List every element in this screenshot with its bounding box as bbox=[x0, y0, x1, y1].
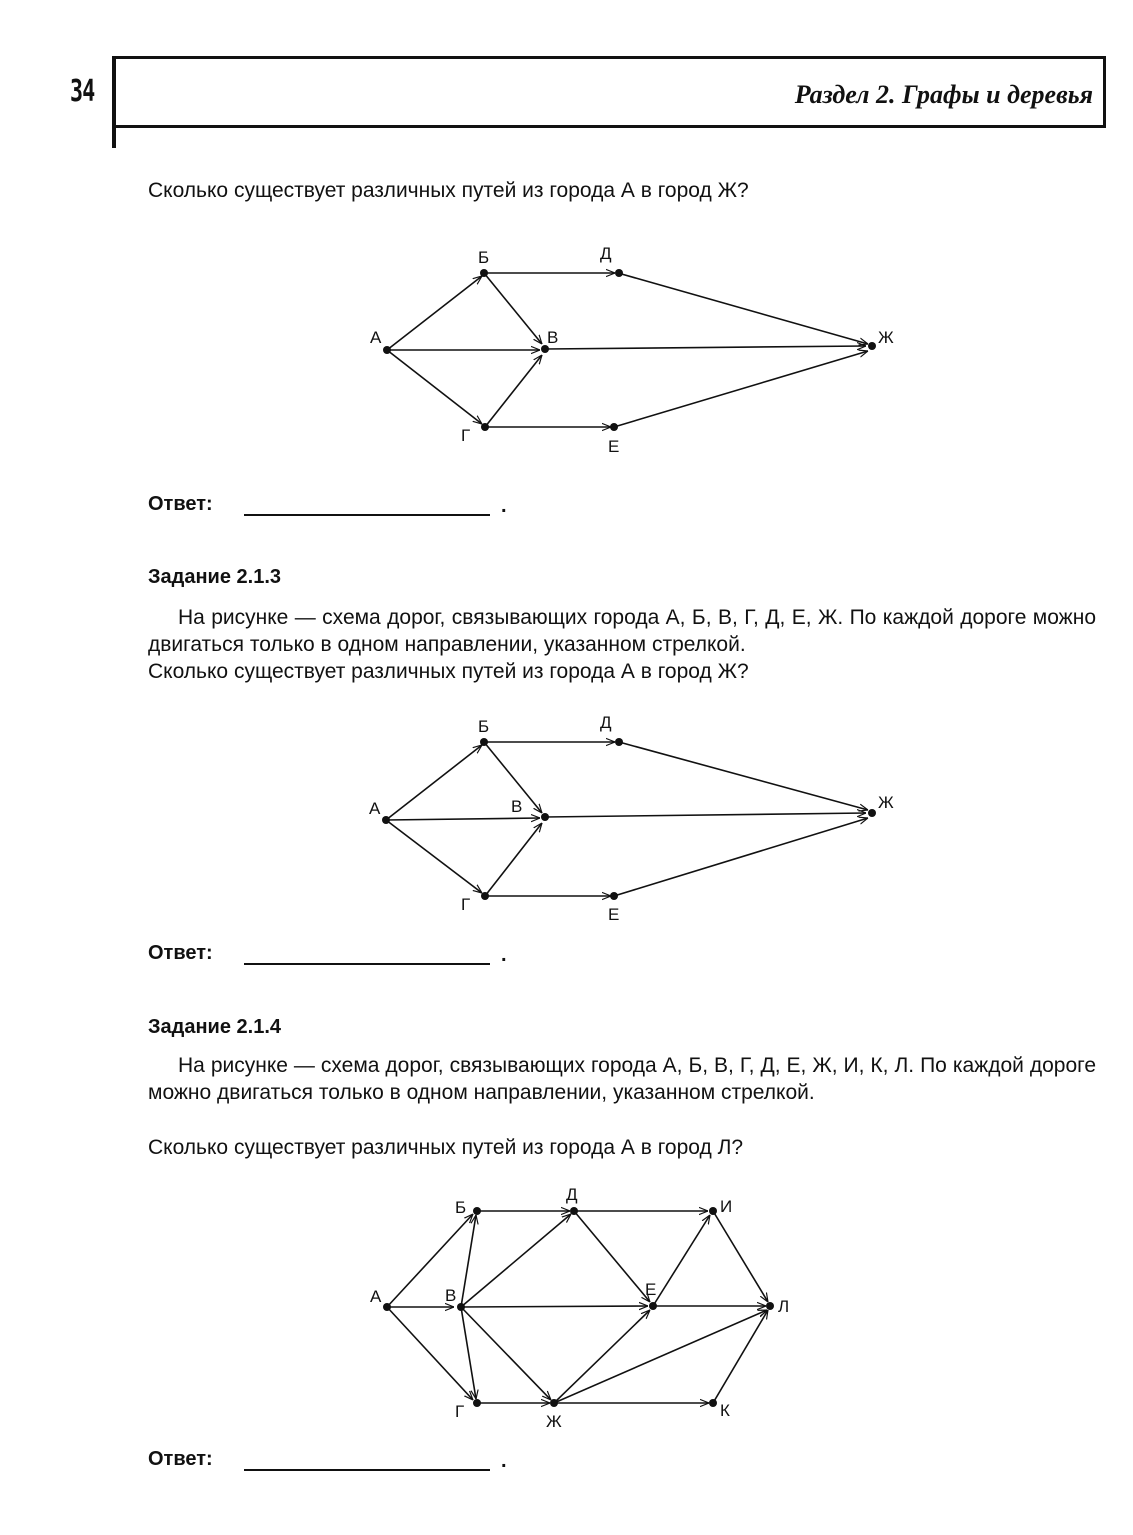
node-a bbox=[383, 1303, 391, 1311]
node-b bbox=[480, 738, 488, 746]
node-i bbox=[709, 1207, 717, 1215]
answer-field-2-1-3[interactable] bbox=[244, 963, 490, 965]
label-b: Б bbox=[455, 1198, 467, 1217]
answer-field-2-1-2[interactable] bbox=[244, 514, 490, 516]
node-k bbox=[709, 1399, 717, 1407]
edge-a-g bbox=[387, 1307, 473, 1400]
answer-field-2-1-4[interactable] bbox=[244, 1469, 490, 1471]
edge-a-g bbox=[387, 350, 482, 424]
answer-label-2-1-2: Ответ: bbox=[148, 493, 213, 515]
label-zh: Ж bbox=[546, 1412, 562, 1431]
node-zh bbox=[868, 342, 876, 350]
node-zh bbox=[868, 809, 876, 817]
answer-dot-2-1-4: . bbox=[501, 1450, 507, 1472]
task-2-1-4-title: Задание 2.1.4 bbox=[148, 1016, 282, 1038]
label-d: Д bbox=[566, 1185, 578, 1204]
node-zh bbox=[550, 1399, 558, 1407]
section-title: Раздел 2. Графы и деревья bbox=[794, 80, 1093, 109]
task-2-1-4-text: На рисунке — схема дорог, связывающих города А, Б, В, Г, Д, Е, Ж, И, К, Л. По каждой дороге можно двигаться только в одном направлении, указанном стрелкой. bbox=[148, 1054, 1096, 1104]
edge-a-b bbox=[387, 1214, 473, 1307]
edge-a-v bbox=[386, 818, 540, 820]
edge-b-v bbox=[484, 273, 542, 344]
label-zh: Ж bbox=[878, 793, 894, 812]
task-2-1-3-title: Задание 2.1.3 bbox=[148, 566, 282, 588]
edge-zh-l bbox=[554, 1310, 767, 1403]
edge-v-zh bbox=[545, 346, 866, 349]
edge-e-zh bbox=[614, 351, 868, 427]
edge-a-g bbox=[386, 820, 482, 893]
edge-k-l bbox=[713, 1310, 768, 1403]
label-a: А bbox=[369, 799, 381, 818]
edge-zh-e bbox=[554, 1310, 650, 1403]
label-g: Г bbox=[461, 895, 471, 914]
node-a bbox=[382, 816, 390, 824]
edge-i-l bbox=[713, 1211, 768, 1302]
node-b bbox=[473, 1207, 481, 1215]
graph-task-2-1-2 bbox=[387, 273, 868, 427]
label-v: В bbox=[511, 797, 523, 816]
label-v: В bbox=[547, 328, 559, 347]
label-e: Е bbox=[608, 905, 620, 924]
edge-a-b bbox=[386, 745, 482, 820]
answer-label-2-1-4: Ответ: bbox=[148, 1448, 213, 1470]
edge-v-d bbox=[461, 1214, 571, 1307]
label-l: Л bbox=[778, 1297, 790, 1316]
label-a: А bbox=[370, 1287, 382, 1306]
edge-v-b bbox=[461, 1215, 476, 1307]
node-g bbox=[473, 1399, 481, 1407]
node-g bbox=[481, 892, 489, 900]
label-b: Б bbox=[478, 717, 490, 736]
node-g bbox=[481, 423, 489, 431]
label-e: Е bbox=[608, 437, 620, 456]
task-2-1-3-text: На рисунке — схема дорог, связывающих города А, Б, В, Г, Д, Е, Ж. По каждой дороге можно двигаться только в одном направлении, указанном стрелкой. bbox=[148, 606, 1096, 656]
label-zh: Ж bbox=[878, 328, 894, 347]
task-2-1-3-question: Сколько существует различных путей из города А в город Ж? bbox=[148, 660, 749, 683]
node-d bbox=[615, 738, 623, 746]
task-2-1-4-question: Сколько существует различных путей из города А в город Л? bbox=[148, 1136, 744, 1159]
node-a bbox=[383, 346, 391, 354]
label-v: В bbox=[445, 1286, 457, 1305]
graph-task-2-1-4-labels bbox=[370, 1185, 789, 1431]
label-k: К bbox=[720, 1401, 730, 1420]
label-b: Б bbox=[478, 248, 490, 267]
label-a: А bbox=[370, 328, 382, 347]
edge-v-e bbox=[461, 1306, 648, 1307]
label-d: Д bbox=[600, 713, 612, 732]
node-e bbox=[610, 892, 618, 900]
node-e bbox=[649, 1302, 657, 1310]
label-g: Г bbox=[455, 1402, 465, 1421]
edge-e-i bbox=[653, 1215, 710, 1306]
task-2-1-2-question: Сколько существует различных путей из города А в город Ж? bbox=[148, 179, 749, 202]
graph-task-2-1-3 bbox=[386, 742, 868, 896]
label-g: Г bbox=[461, 426, 471, 445]
node-v bbox=[541, 813, 549, 821]
node-d bbox=[615, 269, 623, 277]
node-e bbox=[610, 423, 618, 431]
edge-g-v bbox=[485, 355, 542, 427]
edge-d-zh bbox=[619, 742, 868, 810]
node-d bbox=[570, 1207, 578, 1215]
label-i: И bbox=[720, 1197, 733, 1216]
answer-dot-2-1-3: . bbox=[501, 944, 507, 966]
answer-label-2-1-3: Ответ: bbox=[148, 942, 213, 964]
answer-dot-2-1-2: . bbox=[501, 495, 507, 517]
graph-task-2-1-4 bbox=[387, 1211, 768, 1403]
node-v bbox=[457, 1303, 465, 1311]
edge-g-v bbox=[485, 823, 542, 896]
edge-v-zh bbox=[545, 813, 866, 817]
label-e: Е bbox=[645, 1280, 657, 1299]
node-l bbox=[766, 1302, 774, 1310]
edge-d-zh bbox=[618, 273, 868, 344]
edge-e-zh bbox=[614, 818, 868, 896]
page-number: 34 bbox=[70, 74, 95, 109]
node-b bbox=[480, 269, 488, 277]
label-d: Д bbox=[600, 244, 612, 263]
edge-d-e bbox=[574, 1211, 650, 1302]
edge-a-b bbox=[387, 276, 482, 350]
